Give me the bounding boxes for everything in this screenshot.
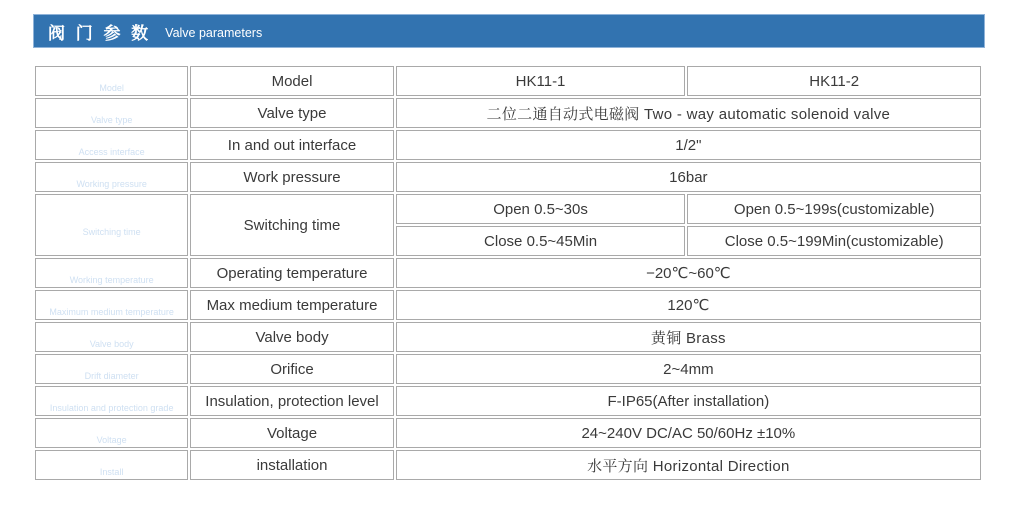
value-insulation: F-IP65(After installation) [396,386,981,416]
table-row-valve-body [35,322,981,352]
value-work-pressure: 16bar [396,162,981,192]
value-interface: 1/2" [396,130,981,160]
row-label-english: Working pressure [76,179,147,190]
value-open-time-hk11-2: Open 0.5~199s(customizable) [687,194,981,224]
value-operating-temperature: −20℃~60℃ [396,258,981,288]
row-label-english: Install [99,467,124,478]
row-label-chinese: 开关时间 [83,211,140,228]
param-name-work-pressure: Work pressure [190,162,393,192]
table-row-voltage [35,418,981,448]
row-label-operating-temperature [35,258,188,288]
table-row-insulation [35,386,981,416]
param-name-model: Model [190,66,393,96]
row-label-voltage [35,418,188,448]
row-label-chinese: 电 压 [95,419,128,436]
row-label-english: Maximum medium temperature [49,307,174,318]
value-model-hk11-1: HK11-1 [396,66,686,96]
table-row-switching-time-open [35,194,981,224]
param-name-switching-time: Switching time [190,194,393,256]
row-label-max-medium-temperature [35,290,188,320]
table-row-model [35,66,981,96]
table-row-interface [35,130,981,160]
row-label-chinese: 安 装 [95,451,128,468]
row-label-model [35,66,188,96]
section-title-chinese: 阀 门 参 数 [48,23,152,43]
param-name-voltage: Voltage [190,418,393,448]
value-close-time-hk11-1: Close 0.5~45Min [396,226,686,256]
row-label-english: Voltage [96,435,127,446]
row-label-interface [35,130,188,160]
value-installation: 水平方向 Horizontal Direction [396,450,981,480]
value-max-medium-temperature: 120℃ [396,290,981,320]
row-label-english: Switching time [82,227,141,238]
row-label-chinese: 进出接口 [83,131,140,148]
section-title-english: Valve parameters [165,25,263,40]
table-row-installation [35,450,981,480]
row-label-chinese: 工作压力 [83,163,140,180]
row-label-valve-type [35,98,188,128]
row-label-chinese: 最高介质温度 [69,291,154,308]
param-name-valve-type: Valve type [190,98,393,128]
value-model-hk11-2: HK11-2 [687,66,981,96]
row-label-english: Valve body [89,339,134,350]
section-header [33,14,985,48]
row-label-english: Drift diameter [84,371,139,382]
param-name-operating-temperature: Operating temperature [190,258,393,288]
table-row-orifice [35,354,981,384]
row-label-chinese: 通 径 [95,355,128,372]
value-valve-body: 黄铜 Brass [396,322,981,352]
row-label-insulation [35,386,188,416]
row-label-chinese: 绝缘、防护等级 [62,387,161,404]
param-name-installation: installation [190,450,393,480]
table-row-operating-temperature [35,258,981,288]
row-label-english: Insulation and protection grade [49,403,174,414]
row-label-english: Model [99,83,124,94]
table-row-valve-type [35,98,981,128]
row-label-english: Working temperature [69,275,154,286]
value-valve-type: 二位二通自动式电磁阀 Two - way automatic solenoid valve [396,98,981,128]
value-close-time-hk11-2: Close 0.5~199Min(customizable) [687,226,981,256]
value-open-time-hk11-1: Open 0.5~30s [396,194,686,224]
table-row-max-medium-temperature [35,290,981,320]
row-label-chinese: 阀类型 [90,99,133,116]
row-label-valve-body [35,322,188,352]
row-label-work-pressure [35,162,188,192]
row-label-installation [35,450,188,480]
row-label-english: Valve type [90,115,133,126]
param-name-interface: In and out interface [190,130,393,160]
param-name-orifice: Orifice [190,354,393,384]
row-label-english: Access interface [78,147,145,158]
row-label-chinese: 阀 体 [95,323,128,340]
param-name-insulation: Insulation, protection level [190,386,393,416]
value-voltage: 24~240V DC/AC 50/60Hz ±10% [396,418,981,448]
row-label-chinese: 型 号 [95,67,128,84]
value-orifice: 2~4mm [396,354,981,384]
row-label-switching-time [35,194,188,256]
valve-parameters-table [33,64,983,482]
param-name-max-medium-temperature: Max medium temperature [190,290,393,320]
row-label-chinese: 工作温度 [83,259,140,276]
row-label-orifice [35,354,188,384]
param-name-valve-body: Valve body [190,322,393,352]
table-row-work-pressure [35,162,981,192]
